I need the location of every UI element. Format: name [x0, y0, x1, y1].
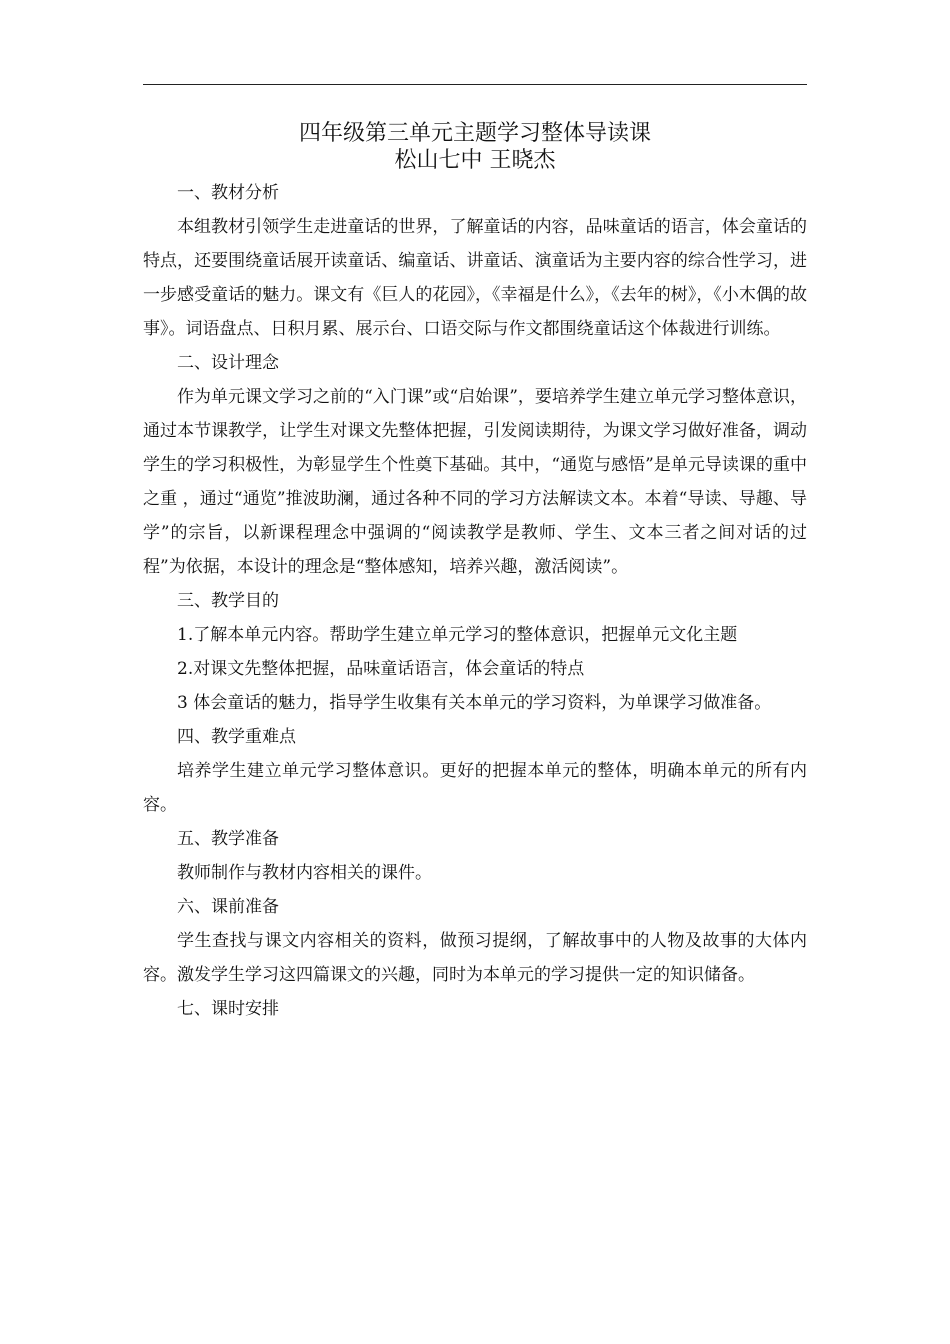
section-heading-key-points: 四、教学重难点	[177, 727, 296, 747]
section-heading-analysis: 一、教材分析	[177, 183, 279, 203]
section-heading-goals: 三、教学目的	[177, 591, 279, 611]
section-paragraph-preparation: 教师制作与教材内容相关的课件。	[177, 863, 432, 883]
section-heading-preparation: 五、教学准备	[177, 829, 279, 849]
document-title: 四年级第三单元主题学习整体导读课	[298, 121, 651, 146]
section-paragraph-analysis: 本组教材引领学生走进童话的世界，了解童话的内容，品味童话的语言，体会童话的特点，还要围绕童话展开读童话、编童话、讲童话、演童话为主要内容的综合性学习，进一步感受童话的魅力。课文有《巨人的花园》，《幸福是什么》，《去年的树》，《小木偶的故事》。词语盘点、日积月累、展示台、口语交际与作文都围绕童话这个体裁进行训练。	[143, 217, 807, 339]
section-heading-pre-class: 六、课前准备	[177, 897, 279, 917]
goal-item-3: 3 体会童话的魅力，指导学生收集有关本单元的学习资料，为单课学习做准备。	[177, 693, 772, 713]
header-rule	[143, 84, 807, 85]
section-paragraph-pre-class: 学生查找与课文内容相关的资料，做预习提纲，了解故事中的人物及故事的大体内容。激发学生学习这四篇课文的兴趣，同时为本单元的学习提供一定的知识储备。	[143, 931, 807, 985]
section-paragraph-key-points: 培养学生建立单元学习整体意识。更好的把握本单元的整体，明确本单元的所有内容。	[143, 761, 807, 815]
section-heading-schedule: 七、课时安排	[177, 999, 279, 1019]
goal-item-2: 2.对课文先整体把握，品味童话语言，体会童话的特点	[177, 659, 585, 679]
goal-item-1: 1.了解本单元内容。帮助学生建立单元学习的整体意识，把握单元文化主题	[177, 625, 738, 645]
section-paragraph-concept: 作为单元课文学习之前的“入门课”或“启始课”，要培养学生建立单元学习整体意识，通过本节课教学，让学生对课文先整体把握，引发阅读期待，为课文学习做好准备，调动学生的学习积极性，为彰显学生个性奠下基础。其中，“通览与感悟”是单元导读课的重中之重 ，通过“通览”推波助澜，通过各种不同的学习方法解读文本。本着“导读、导趣、导学”的宗旨，以新课程理念中强调的“阅读教学是教师、学生、文本三者之间对话的过程”为依据，本设计的理念是“整体感知，培养兴趣，激活阅读”。	[143, 387, 807, 577]
document-body	[143, 120, 807, 1026]
section-heading-concept: 二、设计理念	[177, 353, 279, 373]
document-author: 松山七中 王晓杰	[394, 148, 556, 173]
